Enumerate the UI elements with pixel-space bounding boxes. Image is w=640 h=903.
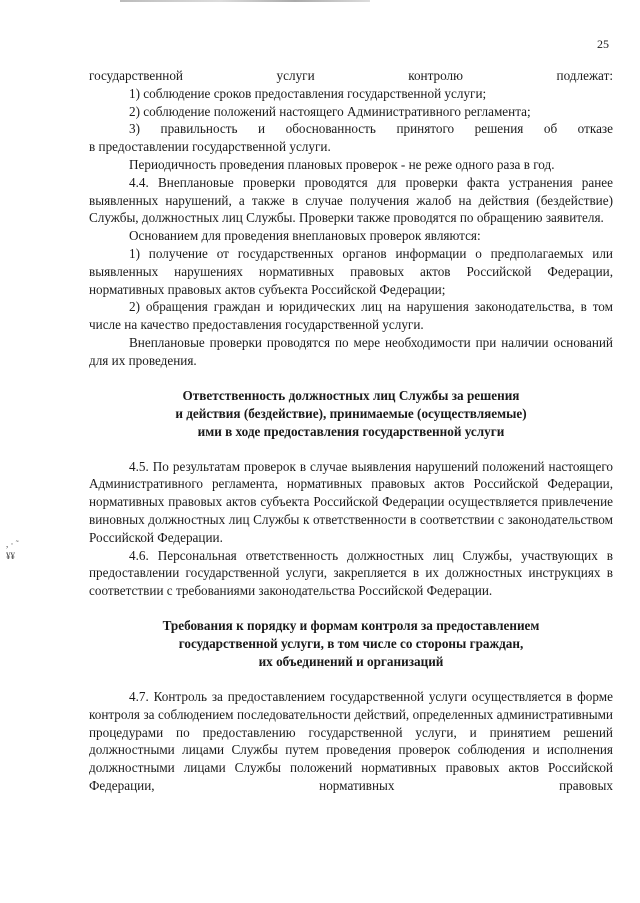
section-heading <box>89 617 613 671</box>
speck-mark: , · ̃ <box>6 539 16 549</box>
paragraph: 4.4. Внеплановые проверки проводятся для проверки факта устранения ранее выявленных нарушений, а также в случае получения жалоб на действия (бездействие) Службы, должностных лиц Службы. Проверки также проводятся по обращению заявителя. <box>89 174 613 226</box>
spacer <box>89 441 613 458</box>
scan-artifact <box>120 0 370 2</box>
section-heading-line: ими в ходе предоставления государственной услуги <box>197 423 505 439</box>
paragraph: Внеплановые проверки проводятся по мере необходимости при наличии оснований для их проведения. <box>89 334 613 368</box>
paragraph: Периодичность проведения плановых проверок - не реже одного раза в год. <box>129 156 555 172</box>
speck-mark: ¥¥ <box>6 551 15 561</box>
paragraph: в предоставлении государственной услуги. <box>89 139 331 155</box>
spacer <box>89 370 613 387</box>
paragraph: 4.7. Контроль за предоставлением государственной услуги осуществляется в форме контроля за соблюдением последовательности действий, определенных административными процедурами по предоставлению государственной услуги, и принятием решений должностными лицами Службы путем проведения проверок соблюдения и исполнения должностными лицами Службы положений нормативных правовых актов Российской Федерации, нормативных правовых <box>89 688 613 793</box>
document-body <box>89 67 613 795</box>
section-heading <box>89 387 613 441</box>
section-heading-line: Требования к порядку и формам контроля за предоставлением <box>162 617 540 633</box>
paragraph: 1) получение от государственных органов информации о предполагаемых или выявленных нарушениях нормативных правовых актов Российской Федерации, нормативных правовых актов субъекта Российской Федерации; <box>89 245 613 297</box>
paragraph: 2) соблюдение положений настоящего Административного регламента; <box>129 103 531 119</box>
section-heading-line: и действия (бездействие), принимаемые (осуществляемые) <box>175 405 527 421</box>
section-heading-line: государственной услуги, в том числе со стороны граждан, <box>178 635 524 651</box>
paragraph: 4.5. По результатам проверок в случае выявления нарушений положений настоящего Административного регламента, нормативных правовых актов Российской Федерации, нормативных правовых актов субъекта Российской Федерации осуществляется привлечение виновных должностных лиц Службы к ответственности в соответствии с законодательством Российской Федерации. <box>89 458 613 545</box>
spacer <box>89 600 613 617</box>
paragraph: 4.6. Персональная ответственность должностных лиц Службы, участвующих в предоставлении государственной услуги, закрепляется в их должностных инструкциях в соответствии с требованиями законодательства Российской Федерации. <box>89 547 613 599</box>
paragraph: государственной услуги контролю подлежат: <box>89 68 613 83</box>
section-heading-line: их объединений и организаций <box>258 653 444 669</box>
scan-specks <box>6 538 16 562</box>
section-heading-line: Ответственность должностных лиц Службы за решения <box>182 387 520 403</box>
paragraph: Основанием для проведения внеплановых проверок являются: <box>129 228 481 244</box>
page-number: 25 <box>597 37 609 51</box>
paragraph: 1) соблюдение сроков предоставления государственной услуги; <box>129 85 487 101</box>
spacer <box>89 671 613 688</box>
paragraph: 2) обращения граждан и юридических лиц на нарушения законодательства, в том числе на качество предоставления государственной услуги. <box>89 299 613 333</box>
paragraph: 3) правильность и обоснованность принятого решения об отказе <box>129 121 613 137</box>
